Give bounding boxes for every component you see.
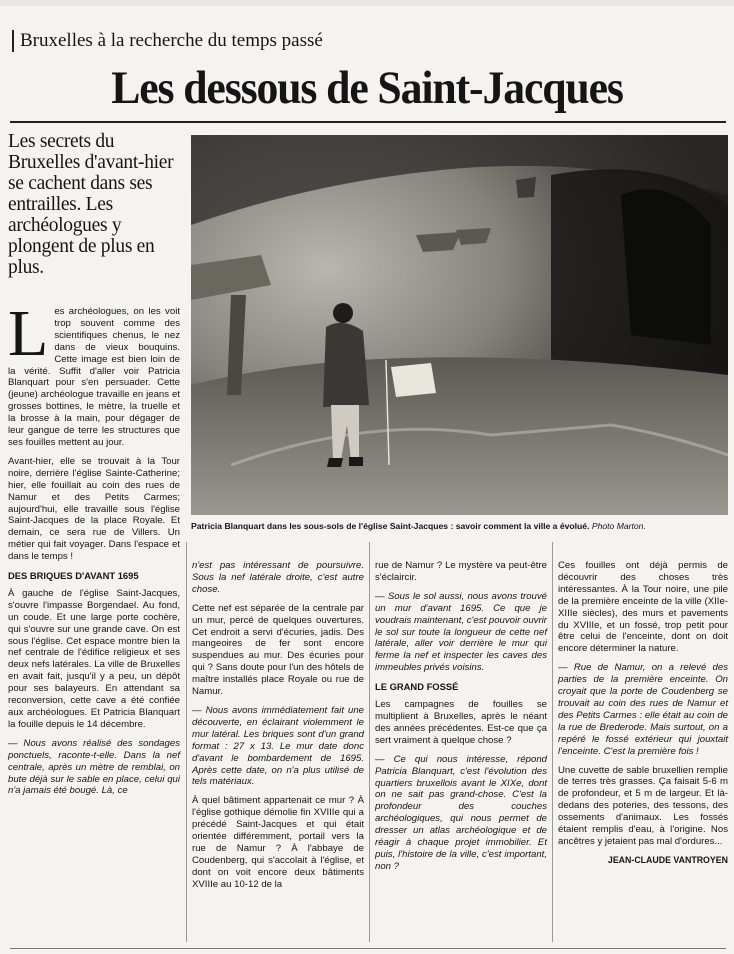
- subheading: LE GRAND FOSSÉ: [375, 681, 459, 693]
- article-column-3: [375, 560, 547, 880]
- subheading: DES BRIQUES D'AVANT 1695: [8, 570, 139, 582]
- cellar-photo-illustration: [191, 135, 728, 515]
- quote-paragraph: — Ce qui nous intéresse, répond Patricia Blanquart, c'est l'évolution des quartiers bruxellois avant le XIXe, dont on ne sait pas grand-chose. C'est la profondeur des couches archéologiques, qui nous permet de dresser un atlas archéologique et de réagir à chaque projet immobilier. Et puis, l'histoire de la ville, c'est important, non ?: [375, 753, 547, 872]
- column-divider: [186, 542, 187, 942]
- paragraph: Cette nef est séparée de la centrale par un mur, percé de quelques ouvertures. Cet endroit a servi d'écuries, jadis. Des mangeoires de fer sont encore suspendues au mur. Des écuries pour qui ? Sans doute pour l'un des hôtels de maître installés place Royale ou rue de Namur.: [192, 602, 364, 698]
- photo-credit: Photo Marton.: [591, 521, 646, 531]
- quote-paragraph: — Nous avons immédiatement fait une découverte, en éclairant violemment le mur latéral. Les briques sont d'un grand format : 27 x 13. Le mur date donc d'avant le bombardement de 1695. Après cette date, on n'a plus utilisé de tels matériaux.: [192, 704, 364, 788]
- paragraph: Une cuvette de sable bruxellien remplie de terres très grasses. Ça faisait 5-6 m de profondeur, et 5 m de largeur. Et là-dedans des poteries, des tessons, des ossements d'animaux. Les fossés étaient remplis d'eau, à l'origine. Nos ancêtres y jetaient pas mal d'ordures...: [558, 764, 728, 847]
- article-column-2: [192, 560, 364, 898]
- article-photo: [191, 135, 728, 515]
- photo-caption: [191, 520, 728, 532]
- paragraph: À gauche de l'église Saint-Jacques, s'ouvre l'impasse Borgendael. Au fond, un coude. Et une large porte cochère, qui s'ouvre sur une grande cave. On est sous l'église. Cet espace montre bien la nef centrale de l'édifice religieux et ses deux nefs latérales. La ville de Bruxelles en avait fait, jusqu'il y a peu, un dépôt pour ses balayeurs. En attendant sa reconversion, cette cave a été confiée aux archéologues. Et Patricia Blanquart la fouille depuis le 14 décembre.: [8, 587, 180, 730]
- column-divider: [369, 542, 370, 942]
- quote-paragraph: — Rue de Namur, on a relevé des parties de la première enceinte. On croyait que la porte de Coudenberg se trouvait au coin des rues de Namur et des Petits Carmes : elle était au coin de la rue de Brederode. Mais surtout, on a repéré le fossé extérieur qui jouxtait l'enceinte. C'est la première fois !: [558, 662, 728, 757]
- article-column-4: [558, 560, 728, 867]
- paragraph: Les campagnes de fouilles se multiplient à Bruxelles, après le néant des années précédentes. Est-ce que ça sert vraiment à quelque chose ?: [375, 699, 547, 746]
- caption-text: Patricia Blanquart dans les sous-sols de l'église Saint-Jacques : savoir comment la ville a évolué.: [191, 521, 590, 531]
- drop-cap: L: [8, 297, 49, 370]
- paragraph: Avant-hier, elle se trouvait à la Tour noire, derrière l'église Sainte-Catherine; hier, elle fouillait au coin des rues de Namur et des Petits Carmes; aujourd'hui, elle travaille sous l'église Saint-Jacques de la place Royale. Et demain, ce sera rue de Villers. Un métier qui fait voyager. Dans l'espace et dans le temps !: [8, 455, 180, 563]
- paragraph: À quel bâtiment appartenait ce mur ? À l'église gothique démolie fin XVIIIe qui a précédé Saint-Jacques et qui était orientée différemment, portail vers la rue de Namur ? À l'abbaye de Coudenberg, qui s'accolait à l'église, et dont on voit encore deux bâtiments XVIIIe au 10-12 de la: [192, 795, 364, 890]
- page-bottom-rule: [10, 948, 726, 949]
- article-column-1: [8, 297, 180, 804]
- article-headline: Les dessous de Saint-Jacques: [111, 62, 623, 114]
- headline-rule: [10, 121, 726, 123]
- article-lede: Les secrets du Bruxelles d'avant-hier se cachent dans ses entrailles. Les archéologues y plongent de plus en plus.: [8, 131, 174, 278]
- page-top-edge: [0, 0, 734, 6]
- author-signature: JEAN-CLAUDE VANTROYEN: [607, 854, 728, 865]
- quote-paragraph: n'est pas intéressant de poursuivre. Sous la nef latérale droite, c'est autre chose.: [192, 560, 364, 595]
- article-kicker: Bruxelles à la recherche du temps passé: [12, 30, 323, 52]
- quote-paragraph: — Nous avons réalisé des sondages ponctuels, raconte-t-elle. Dans la nef centrale, après un mètre de remblai, on bute déjà sur le sable en place, celui qui n'a jamais été bougé. Là, ce: [8, 737, 180, 797]
- paragraph: es archéologues, on les voit trop souvent comme des scientifiques chenus, le nez dans de vieux bouquins. Cette image est bien loin de la vérité. Suffit d'aller voir Patricia Blanquart pour s'en persuader. Cette (jeune) archéologue travaille en jeans et grosses bottines, le mètre, la truelle et la brosse à la main, pour dégager de leur gangue de terre les structures que ses fouilles mettent au jour.: [8, 306, 180, 448]
- paragraph: rue de Namur ? Le mystère va peut-être s'éclaircir.: [375, 560, 547, 583]
- paragraph: Ces fouilles ont déjà permis de découvrir des choses très intéressantes. À la Tour noire, une pile de la première enceinte de la ville (XIIe-XIIIe siècles), des murs et pavements du XVIIIe, et un fossé, trop petit pour être celui de l'enceinte, dont on doit encore déterminer la nature.: [558, 560, 728, 655]
- column-divider: [552, 542, 553, 942]
- quote-paragraph: — Sous le sol aussi, nous avons trouvé un mur d'avant 1695. Ce que je voudrais maintenant, c'est pouvoir ouvrir le sol sur toute la longueur de cette nef latérale, aller voir derrière le mur qui ferme la nef et inspecter les caves des immeubles privés voisins.: [375, 590, 547, 674]
